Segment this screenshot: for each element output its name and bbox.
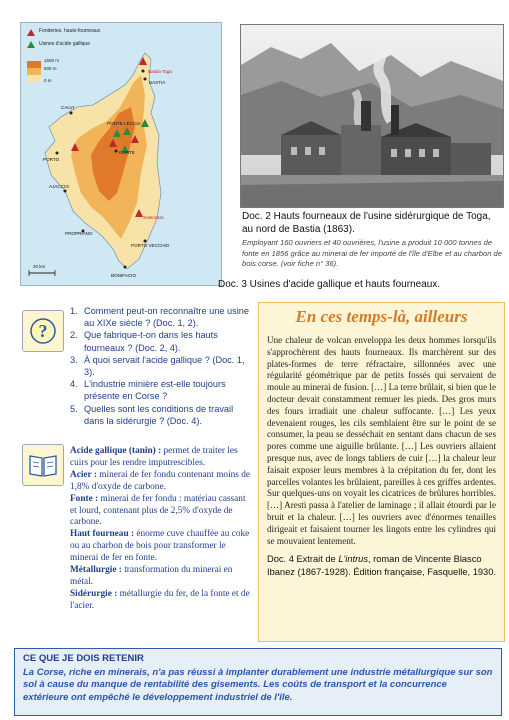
corsica-map <box>20 22 222 286</box>
question-item: 4. L'industrie minière est-elle toujours présente en Corse ? <box>70 379 226 402</box>
svg-text:20 km: 20 km <box>33 264 46 269</box>
glossary-entry: Acide gallique (tanin) : permet de traiter les cuirs pour les rendre imputrescibles. <box>70 446 238 468</box>
label-bastia-toga: Bastia Toga <box>148 69 172 74</box>
story-title: En ces temps-là, ailleurs <box>295 307 468 326</box>
legend-ironworks: Fonderies, hauts-fourneaux <box>39 28 101 34</box>
map-drawing <box>21 23 221 285</box>
ironworks-engraving <box>240 24 504 208</box>
label-ponte-leccia: PONTE LECCIA <box>107 121 141 126</box>
glossary <box>70 446 252 613</box>
question-list <box>70 305 250 427</box>
story-box <box>258 302 505 642</box>
legend-alt-500: 500 m <box>44 66 57 71</box>
glossary-entry: Fonte : minerai de fer fondu : matériau cassant et lourd, contenant plus de 2,5% d'oxyde de carbone. <box>70 493 246 528</box>
question-item: 5. Quelles sont les conditions de travail dans la sidérurgie ? (Doc. 4). <box>70 403 234 426</box>
glossary-entry: Métallurgie : transformation du minerai en métal. <box>70 565 233 587</box>
label-porto: PORTO <box>43 157 60 162</box>
label-bonifacio: BONIFACIO <box>111 273 137 278</box>
summary-box <box>14 648 502 716</box>
book-icon <box>22 444 64 486</box>
legend-gallic: Usines d'acide gallique <box>39 41 90 47</box>
question-icon <box>22 310 64 352</box>
question-item: 2. Que fabrique-t-on dans les hauts fourneaux ? (Doc. 2, 4). <box>70 330 218 353</box>
glossary-entry: Sidérurgie : métallurgie du fer, de la fonte et de l'acier. <box>70 588 250 611</box>
label-corte: CORTE <box>119 150 135 155</box>
summary-text: La Corse, riche en minerais, n'a pas réussi à implanter durablement une industrie métallurgique sur son sol à cause du manque de rentabilité des gisements. Les coûts de transport et la concurrence extérieure ont empêché le développement industriel de l'île. <box>23 667 493 703</box>
svg-text:?: ? <box>38 321 48 341</box>
map-caption: Doc. 3 Usines d'acide gallique et hauts fourneaux. <box>218 279 441 290</box>
summary-title: CE QUE JE DOIS RETENIR <box>23 653 144 664</box>
legend-alt-1500: 1500 m <box>44 58 60 63</box>
question-item: 3. À quoi servait l'acide gallique ? (Doc. 1, 3). <box>70 354 245 378</box>
story-source: Doc. 4 Extrait de L'intrus, roman de Vincente Blasco Ibanez (1867-1928). Édition française, Fasquelle, 1930. <box>267 554 496 577</box>
glossary-entry: Acier : minerai de fer fondu contenant moins de 1,8% d'oxyde de carbone. <box>70 469 251 492</box>
question-item: 1. Comment peut-on reconnaître une usine au XIXe siècle ? (Doc. 1, 2). <box>70 306 249 329</box>
label-bastia: BASTIA <box>149 80 166 85</box>
label-solenzara: Solenzara <box>143 215 164 220</box>
photo-caption: Doc. 2 Hauts fourneaux de l'usine sidérurgique de Toga, au nord de Bastia (1863). <box>242 211 491 235</box>
photo-subcaption: Employant 160 ouvriers et 40 ouvrières, l'usine a produit 10 000 tonnes de fonte en 1856 grâce au minerai de fer importé de l'île d'Elbe et au charbon de bois corse. (voir fiche n° 36). <box>242 238 502 268</box>
story-text: Une chaleur de volcan enveloppa les deux hommes lorsqu'ils s'approchèrent des hauts fourneaux. Ils marchèrent sur des plates-formes de terre réfractaire, sillonnées avec une régularité géométrique par de petits fossés qui servaient de moule au minerai de fusion. […] La terre brûlait, si bien que le docteur devait constamment remuer les pieds. Des gros murs des fours irradiait une chaleur suffocante. […] Les yeux devenaient rouges, les cils semblaient être sur le point de se consumer, la peau se desséchait en sentant dans chacun de ses pores comme une aiguille brûlante. […] Les ouvriers allaient presque nus, avec de longs tabliers de cuir […] la chaleur leur faisait exposer leurs membres à la crépitation du fer, dont les parcelles volantes les brûlaient, pareilles à ces griffes ardentes. Sur quelques-uns on voyait les cicatrices de brûlures horribles. […] Aresti passa à l'atelier de laminage ; il allait étourdi par le bruit et la chaleur. […] les ouvriers avec d'énormes tenailles dirigeait et faisaient tourner les lingots entre les cylindres qui se mouvaient lentement. <box>267 335 496 546</box>
map-legend <box>27 28 101 83</box>
label-porto-vecchio: PORTO VECCHIO <box>131 243 170 248</box>
label-ajaccio: AJACCIO <box>49 184 69 189</box>
glossary-entry: Haut fourneau : énorme cuve chauffée au coke ou au charbon de bois pour transformer le minerai de fer en fonte. <box>70 529 250 564</box>
engraving-drawing <box>241 25 503 207</box>
legend-alt-0: 0 m <box>44 78 52 83</box>
label-calvi: CALVI <box>61 105 74 110</box>
label-propriano: PROPRIANO <box>65 231 93 236</box>
scale-bar <box>29 264 55 276</box>
